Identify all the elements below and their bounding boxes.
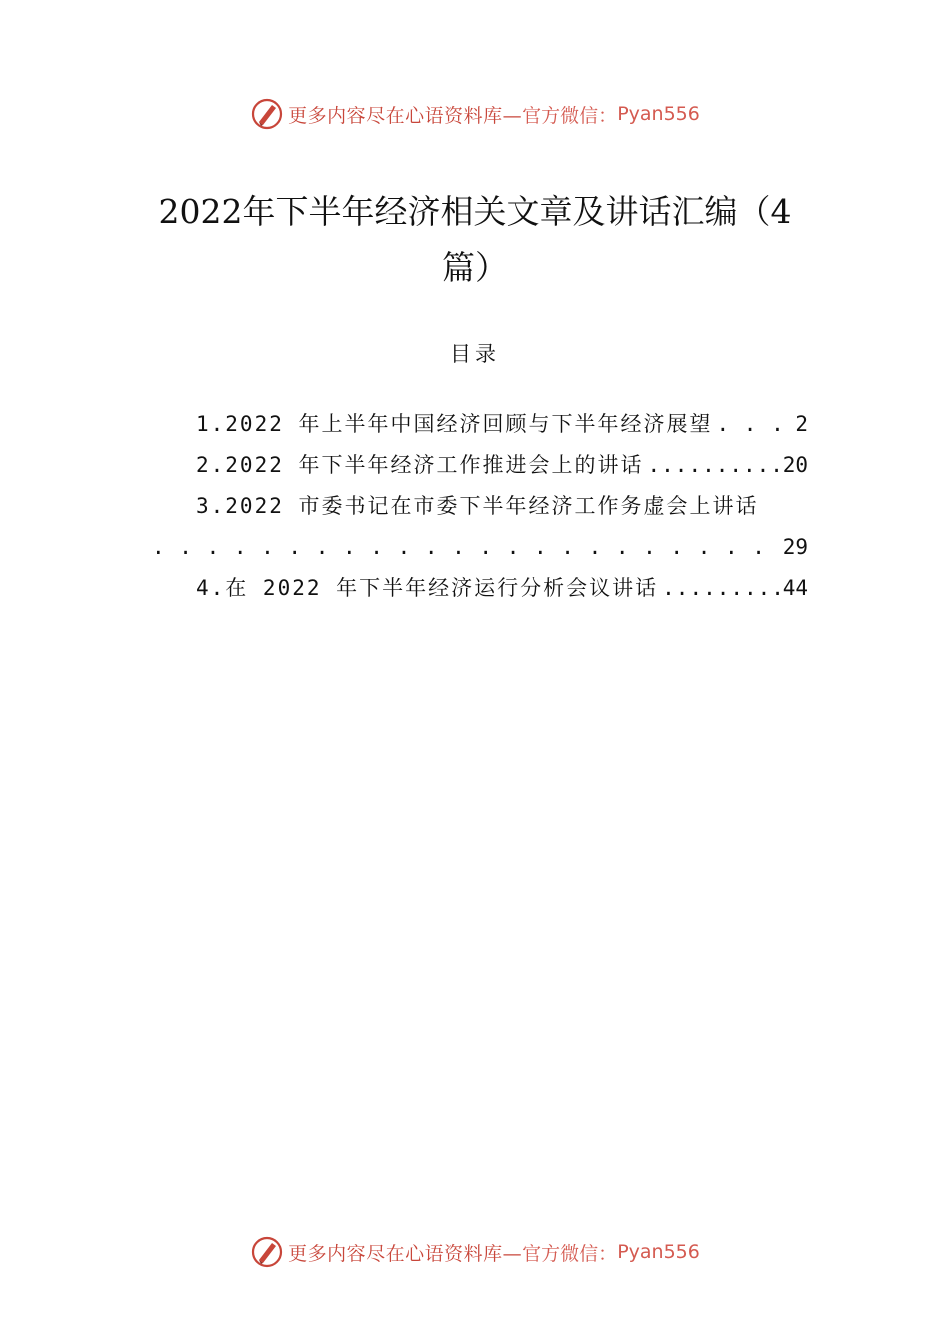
watermark-wechat-label: 官方微信： [522, 1242, 618, 1265]
watermark-wechat-id: Pyan556 [617, 1241, 700, 1263]
toc-item[interactable] [148, 486, 808, 527]
toc-item-page: 20 [782, 453, 808, 477]
toc-item-title: 1.2022 年上半年中国经济回顾与下半年经济展望 [196, 412, 713, 436]
toc-item-page: 2 [795, 412, 808, 436]
toc-item-title: 2.2022 年下半年经济工作推进会上的讲话 [196, 453, 644, 477]
toc-item-title: 3.2022 市委书记在市委下半年经济工作务虚会上讲话 [196, 494, 759, 518]
toc-item[interactable] [148, 404, 808, 445]
header-watermark [0, 94, 950, 134]
document-title: 2022年下半年经济相关文章及讲话汇编（4篇） [158, 192, 792, 287]
watermark-text: 更多内容尽在心语资料库— [288, 104, 523, 127]
toc-item-continuation[interactable] [148, 527, 808, 568]
toc-heading: 目录 [450, 342, 500, 366]
pen-logo-icon [250, 97, 284, 131]
toc-item-title: 4.在 2022 年下半年经济运行分析会议讲话 [196, 576, 659, 600]
toc-leader-dots [152, 527, 779, 568]
watermark-wechat-label: 官方微信： [522, 104, 618, 127]
table-of-contents [148, 404, 808, 609]
toc-item[interactable] [148, 445, 808, 486]
toc-leader-dots [648, 445, 779, 486]
toc-item-page: 44 [782, 576, 808, 600]
pen-logo-icon [250, 1235, 284, 1269]
toc-leader-dots [717, 404, 792, 445]
toc-item-page: 29 [782, 535, 808, 559]
toc-leader-dots [662, 568, 779, 609]
toc-item[interactable] [148, 568, 808, 609]
watermark-text: 更多内容尽在心语资料库— [288, 1242, 523, 1265]
footer-watermark [0, 1232, 950, 1272]
watermark-wechat-id: Pyan556 [617, 103, 700, 125]
